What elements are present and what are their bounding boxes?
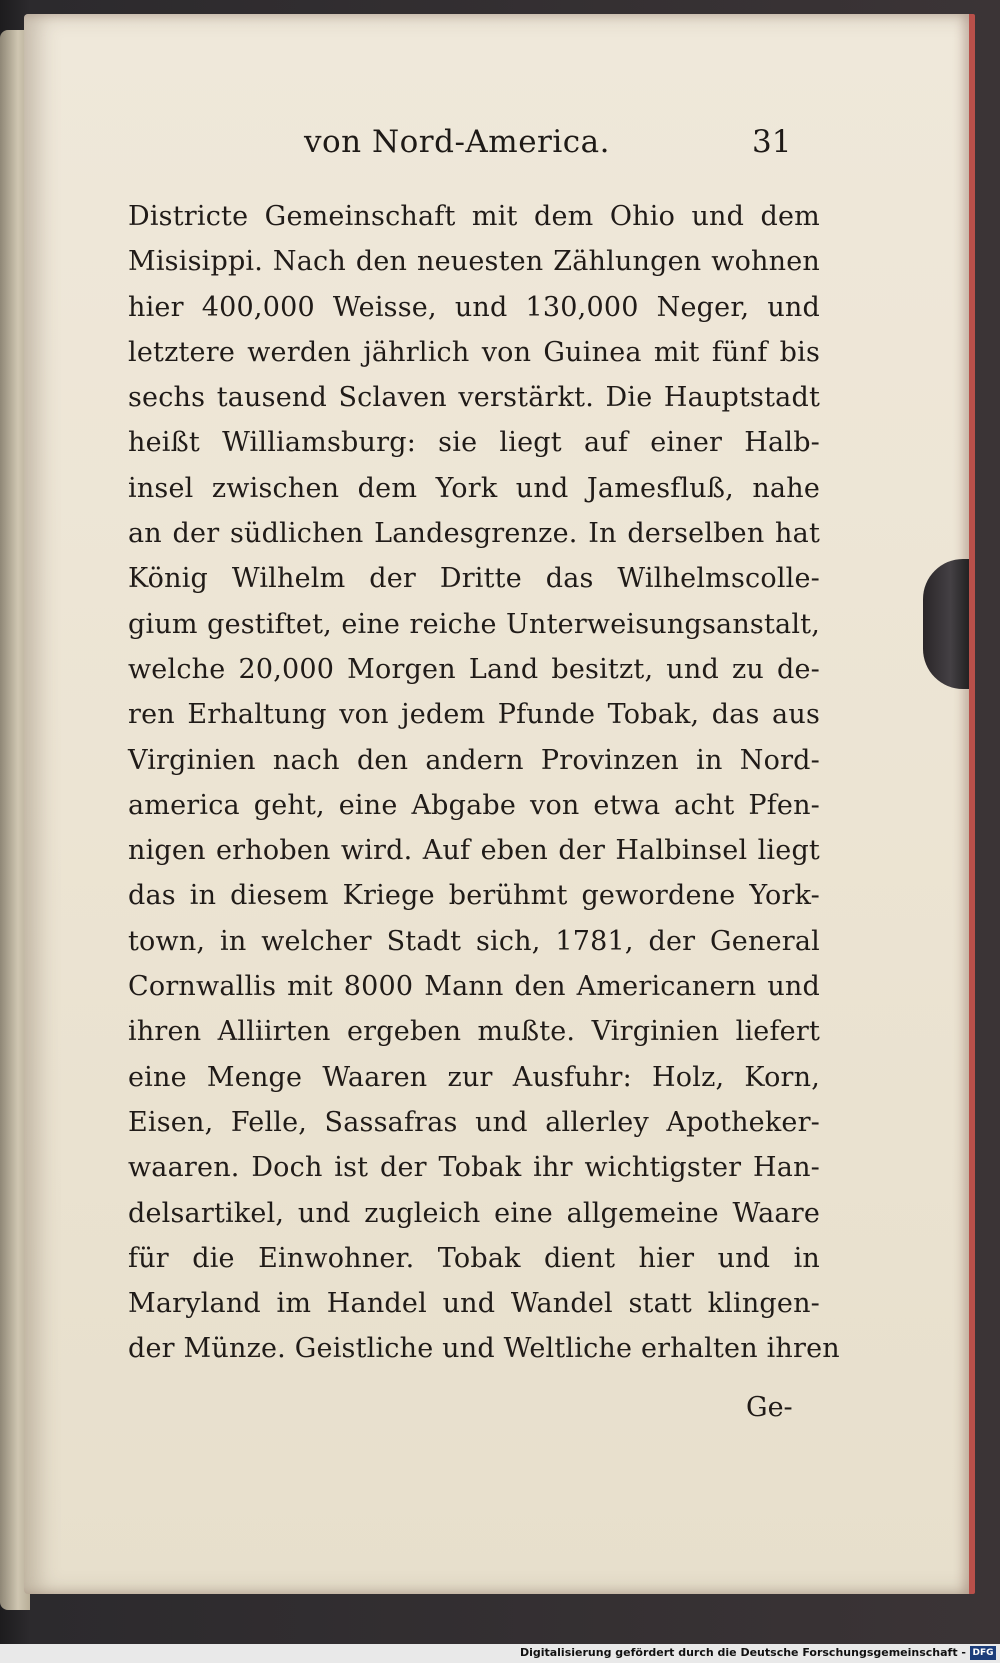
catchword: Ge- — [746, 1392, 793, 1423]
text-line: eine Menge Waaren zur Ausfuhr: Holz, Korn, — [128, 1061, 820, 1093]
text-line: Districte Gemeinschaft mit dem Ohio und dem — [128, 201, 820, 232]
text-line: nigen erhoben wird. Auf eben der Halbinsel liegt — [128, 835, 820, 867]
adjacent-page-marks — [4, 30, 22, 1610]
text-line: heißt Williamsburg: sie liegt auf einer Halb- — [128, 427, 820, 459]
text-line: welche 20,000 Morgen Land besitzt, und zu de- — [128, 653, 820, 685]
text-line: gium gestiftet, eine reiche Unterweisungsanstalt, — [128, 608, 820, 640]
text-line: für die Einwohner. Tobak dient hier und in — [128, 1242, 820, 1274]
text-line: hier 400,000 Weisse, und 130,000 Neger, und — [128, 291, 820, 323]
text-line: Eisen, Felle, Sassafras und allerley Apotheker- — [128, 1106, 820, 1138]
text-line: ren Erhaltung von jedem Pfunde Tobak, das aus — [128, 699, 820, 731]
page-clip — [923, 559, 969, 689]
text-line: waaren. Doch ist der Tobak ihr wichtigster Han- — [128, 1152, 820, 1184]
text-line: sechs tausend Sclaven verstärkt. Die Hauptstadt — [128, 382, 820, 414]
body-text — [128, 194, 840, 1372]
text-line: Misisippi. Nach den neuesten Zählungen wohnen — [128, 246, 820, 278]
text-line: Maryland im Handel und Wandel statt klingen- — [128, 1288, 820, 1320]
page-header — [24, 124, 969, 164]
text-line: das in diesem Kriege berühmt gewordene York- — [128, 880, 820, 912]
text-line: Virginien nach den andern Provinzen in Nord- — [128, 744, 820, 776]
text-line: letztere werden jährlich von Guinea mit fünf bis — [128, 336, 820, 368]
text-line: an der südlichen Landesgrenze. In derselben hat — [128, 518, 820, 550]
text-line: delsartikel, und zugleich eine allgemeine Waare — [128, 1197, 820, 1229]
book-page — [24, 14, 975, 1594]
text-line: ihren Alliirten ergeben mußte. Virginien liefert — [128, 1016, 820, 1048]
text-line: insel zwischen dem York und Jamesfluß, nahe — [128, 472, 820, 504]
running-title: von Nord-America. — [304, 124, 610, 160]
text-line: town, in welcher Stadt sich, 1781, der General — [128, 925, 820, 957]
text-line: america geht, eine Abgabe von etwa acht Pfen- — [128, 789, 820, 821]
text-line: Cornwallis mit 8000 Mann den Americanern und — [128, 971, 820, 1003]
digitization-footer — [0, 1644, 1000, 1663]
page-number: 31 — [752, 124, 792, 160]
funding-credit: Digitalisierung gefördert durch die Deutsche Forschungsgemeinschaft - — [519, 1646, 966, 1659]
dfg-logo-icon: DFG — [970, 1646, 996, 1660]
text-line: König Wilhelm der Dritte das Wilhelmscolle- — [128, 563, 820, 595]
text-line: der Münze. Geistliche und Weltliche erhalten ihren — [128, 1333, 840, 1365]
